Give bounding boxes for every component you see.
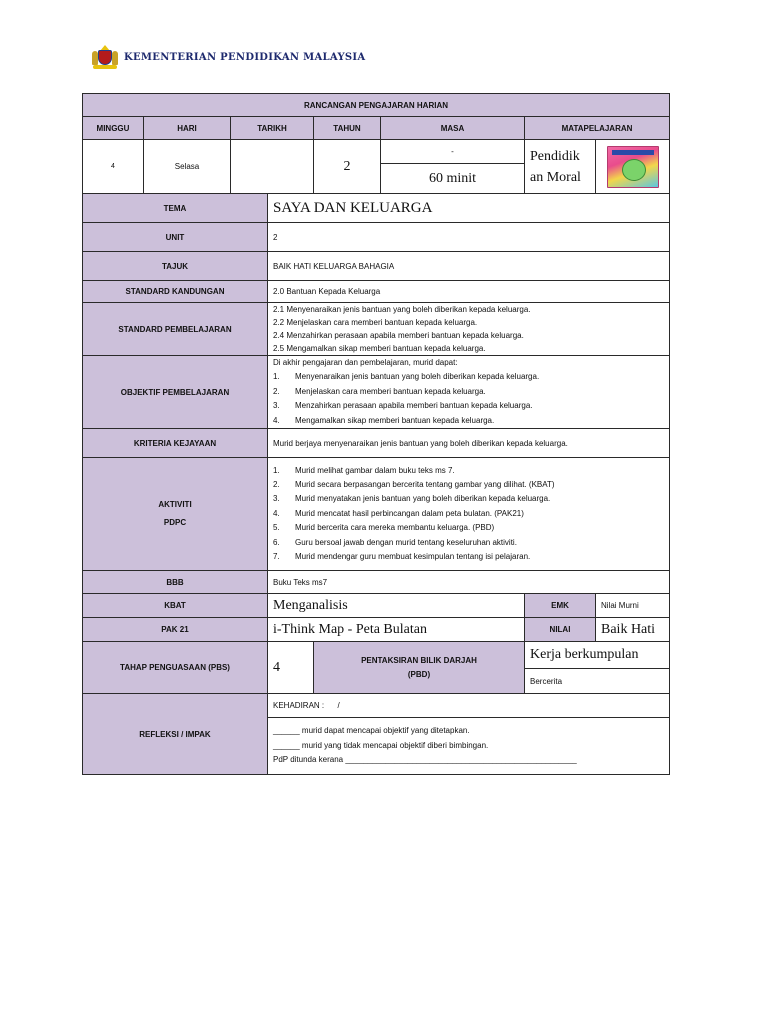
list-item: 5. Murid bercerita cara mereka membantu keluarga. (PBD) — [273, 523, 495, 533]
sk-value: 2.0 Bantuan Kepada Keluarga — [268, 281, 670, 303]
kk-label: KRITERIA KEJAYAAN — [83, 429, 268, 458]
emk-value: Nilai Murni — [596, 594, 670, 618]
bbb-label: BBB — [83, 571, 268, 594]
list-item: 2.5 Mengamalkan sikap memberi bantuan kepada keluarga. — [273, 344, 486, 353]
unit-value: 2 — [268, 223, 670, 252]
tajuk-value: BAIK HATI KELUARGA BAHAGIA — [268, 252, 670, 281]
tajuk-label: TAJUK — [83, 252, 268, 281]
minggu-value: 4 — [83, 140, 144, 194]
list-item: 2. Menjelaskan cara memberi bantuan kepada keluarga. — [273, 386, 486, 396]
aktiviti-label-2: PDPC — [163, 518, 187, 528]
list-item: 6. Guru bersoal jawab dengan murid tentang keseluruhan aktiviti. — [273, 537, 517, 547]
nilai-value: Baik Hati — [596, 618, 670, 642]
hari-value: Selasa — [144, 140, 231, 194]
list-item: ______ murid dapat mencapai objektif yang ditetapkan. — [273, 726, 470, 736]
coat-of-arms-icon — [92, 45, 118, 69]
emk-label: EMK — [525, 594, 596, 618]
op-label: OBJEKTIF PEMBELAJARAN — [83, 356, 268, 429]
op-intro: Di akhir pengajaran dan pembelajaran, murid dapat: — [273, 358, 458, 367]
aktiviti-list — [268, 458, 670, 571]
textbook-cover-image — [596, 140, 670, 194]
sk-label: STANDARD KANDUNGAN — [83, 281, 268, 303]
tema-value: SAYA DAN KELUARGA — [268, 194, 670, 223]
list-item: 3. Murid menyatakan jenis bantuan yang boleh diberikan kepada keluarga. — [273, 494, 551, 504]
subject-name — [525, 140, 596, 194]
pbd-label-2: (PBD) — [407, 669, 431, 679]
col-tarikh: TARIKH — [231, 117, 314, 140]
pbd-value-2: Bercerita — [525, 669, 670, 694]
nilai-label: NILAI — [525, 618, 596, 642]
lesson-plan-table — [82, 93, 670, 775]
pbd-label — [314, 642, 525, 694]
pak-label: PAK 21 — [83, 618, 268, 642]
masa-top: - — [381, 140, 525, 164]
list-item: 1. Murid melihat gambar dalam buku teks ms 7. — [273, 465, 455, 475]
unit-label: UNIT — [83, 223, 268, 252]
list-item: 3. Menzahirkan perasaan apabila memberi bantuan kepada keluarga. — [273, 401, 533, 411]
list-item: PdP ditunda kerana ____________________________________________________ — [273, 755, 577, 765]
list-item: 4. Murid mencatat hasil perbincangan dalam peta bulatan. (PAK21) — [273, 508, 524, 518]
bbb-value: Buku Teks ms7 — [268, 571, 670, 594]
ministry-header — [92, 44, 365, 70]
kbat-value: Menganalisis — [268, 594, 525, 618]
pak-value: i-Think Map - Peta Bulatan — [268, 618, 525, 642]
table-title: RANCANGAN PENGAJARAN HARIAN — [83, 94, 670, 117]
list-item: ______ murid yang tidak mencapai objektif diberi bimbingan. — [273, 740, 489, 750]
tp-value: 4 — [268, 642, 314, 694]
list-item: 2.2 Menjelaskan cara memberi bantuan kepada keluarga. — [273, 318, 478, 327]
subject-line-1: Pendidik — [530, 148, 580, 164]
ministry-name: KEMENTERIAN PENDIDIKAN MALAYSIA — [124, 51, 366, 63]
col-tahun: TAHUN — [314, 117, 381, 140]
pbd-value-1: Kerja berkumpulan — [525, 642, 670, 669]
aktiviti-label — [83, 458, 268, 571]
list-item: 1. Menyenaraikan jenis bantuan yang boleh diberikan kepada keluarga. — [273, 372, 540, 382]
col-masa: MASA — [381, 117, 525, 140]
list-item: 4. Mengamalkan sikap memberi bantuan kepada keluarga. — [273, 415, 495, 425]
kk-value: Murid berjaya menyenaraikan jenis bantuan yang boleh diberikan kepada keluarga. — [268, 429, 670, 458]
refleksi-lines — [268, 718, 670, 775]
tarikh-value — [231, 140, 314, 194]
kbat-label: KBAT — [83, 594, 268, 618]
list-item: 2.4 Menzahirkan perasaan apabila memberi bantuan kepada keluarga. — [273, 331, 524, 340]
sp-list — [268, 303, 670, 356]
tahun-value: 2 — [314, 140, 381, 194]
op-list — [268, 356, 670, 429]
subject-line-2: an Moral — [530, 169, 581, 185]
masa-value: 60 minit — [381, 164, 525, 194]
col-minggu: MINGGU — [83, 117, 144, 140]
tp-label: TAHAP PENGUASAAN (PBS) — [83, 642, 268, 694]
list-item: 2. Murid secara berpasangan bercerita tentang gambar yang dilihat. (KBAT) — [273, 480, 555, 490]
tema-label: TEMA — [83, 194, 268, 223]
list-item: 7. Murid mendengar guru membuat kesimpulan tentang isi pelajaran. — [273, 552, 531, 562]
textbook-cover-icon — [607, 146, 659, 188]
col-hari: HARI — [144, 117, 231, 140]
aktiviti-label-1: AKTIVITI — [158, 500, 192, 510]
list-item: 2.1 Menyenaraikan jenis bantuan yang boleh diberikan kepada keluarga. — [273, 305, 531, 314]
refleksi-label: REFLEKSI / IMPAK — [83, 694, 268, 775]
kehadiran-value: KEHADIRAN : / — [268, 694, 670, 718]
pbd-label-1: PENTAKSIRAN BILIK DARJAH — [361, 655, 477, 665]
sp-label: STANDARD PEMBELAJARAN — [83, 303, 268, 356]
col-matapelajaran: MATAPELAJARAN — [525, 117, 670, 140]
